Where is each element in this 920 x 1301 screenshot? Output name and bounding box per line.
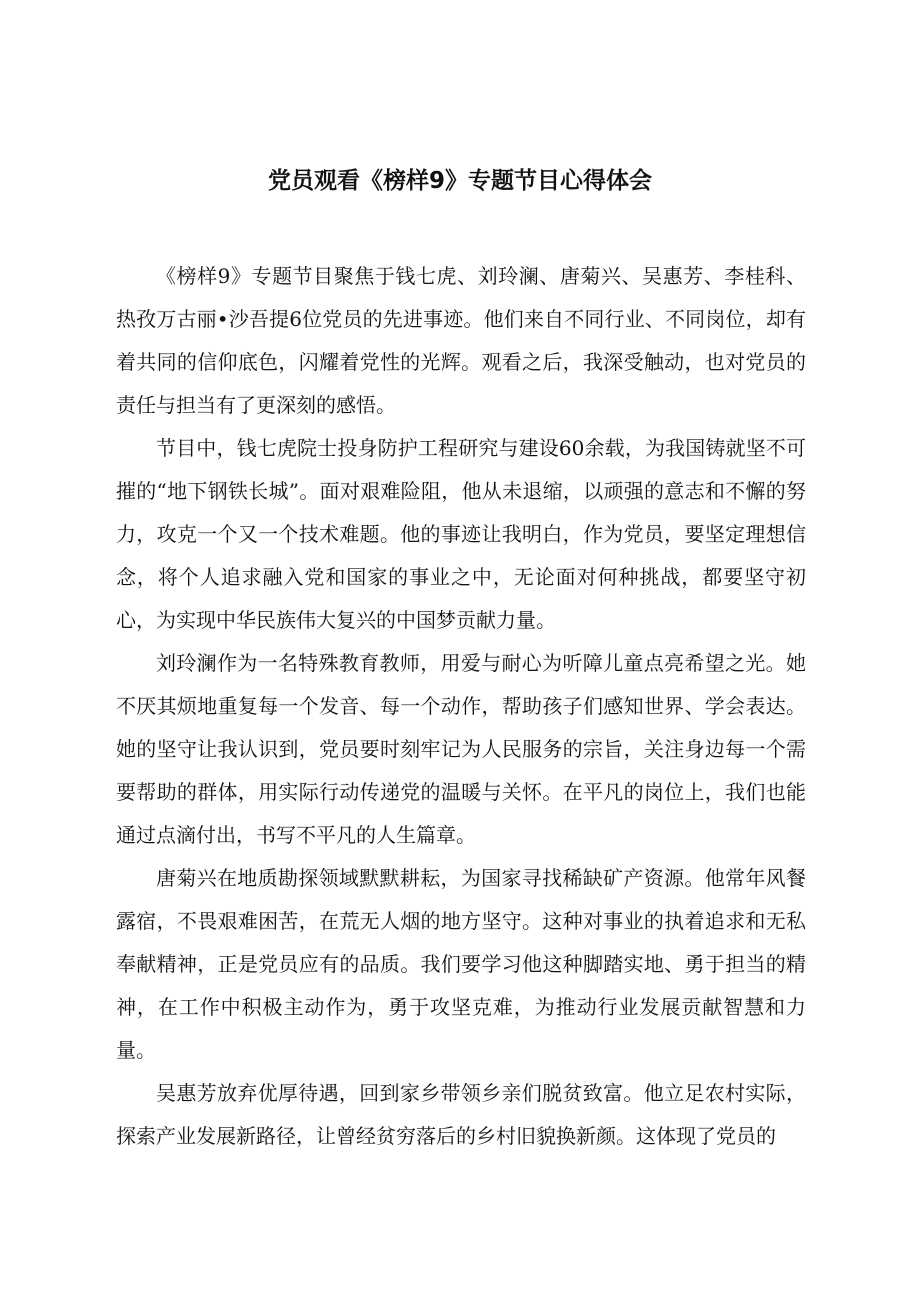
- paragraph-4: 唐菊兴在地质勘探领域默默耕耘，为国家寻找稀缺矿产资源。他常年风餐露宿，不畏艰难困苦，在荒无人烟的地方坚守。这种对事业的执着追求和无私奉献精神，正是党员应有的品质。我们要学习他这种脚踏实地、勇于担当的精神，在工作中积极主动作为，勇于攻坚克难，为推动行业发展贡献智慧和力量。: [116, 866, 806, 1062]
- document-title: 党员观看《榜样9》专题节目心得体会: [267, 168, 652, 194]
- document-body: [116, 255, 806, 1158]
- paragraph-3: 刘玲澜作为一名特殊教育教师，用爱与耐心为听障儿童点亮希望之光。她不厌其烦地重复每一个发音、每一个动作，帮助孩子们感知世界、学会表达。她的坚守让我认识到，党员要时刻牢记为人民服务的宗旨，关注身边每一个需要帮助的群体，用实际行动传递党的温暖与关怀。在平凡的岗位上，我们也能通过点滴付出，书写不平凡的人生篇章。: [116, 651, 806, 847]
- paragraph-2: 节目中，钱七虎院士投身防护工程研究与建设60余载，为我国铸就坚不可摧的“地下钢铁长城”。面对艰难险阻，他从未退缩，以顽强的意志和不懈的努力，攻克一个又一个技术难题。他的事迹让我明白，作为党员，要坚定理想信念，将个人追求融入党和国家的事业之中，无论面对何种挑战，都要坚守初心，为实现中华民族伟大复兴的中国梦贡献力量。: [116, 436, 806, 632]
- paragraph-1: 《榜样9》专题节目聚焦于钱七虎、刘玲澜、唐菊兴、吴惠芳、李桂科、热孜万古丽•沙吾提6位党员的先进事迹。他们来自不同行业、不同岗位，却有着共同的信仰底色，闪耀着党性的光辉。观看之后，我深受触动，也对党员的责任与担当有了更深刻的感悟。: [116, 264, 806, 417]
- paragraph-5: 吴惠芳放弃优厚待遇，回到家乡带领乡亲们脱贫致富。他立足农村实际，探索产业发展新路径，让曾经贫穷落后的乡村旧貌换新颜。这体现了党员的: [116, 1081, 806, 1148]
